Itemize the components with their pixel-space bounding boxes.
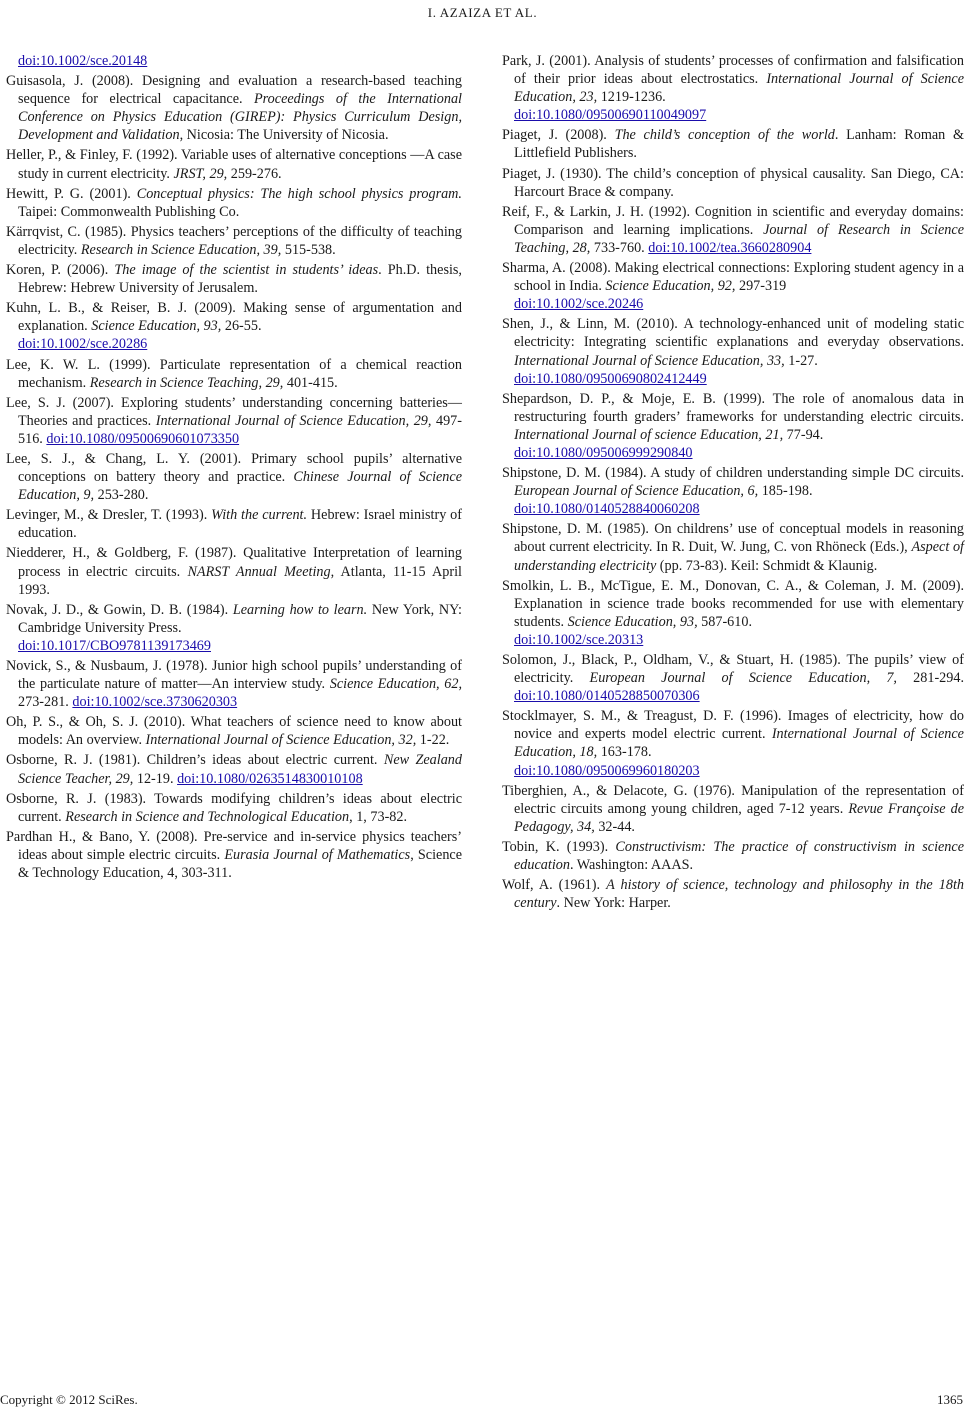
reference-entry	[6, 544, 462, 598]
doi-link[interactable]: doi:10.1002/sce.20286	[18, 336, 148, 353]
reference-text: Levinger, M., & Dresler, T. (1993).	[6, 507, 212, 524]
reference-text: Sharma, A. (2008). Making electrical connections: Exploring student agency in a school in India.	[502, 260, 964, 295]
copyright-notice: Copyright © 2012 SciRes.	[0, 1392, 138, 1407]
reference-details: 281-294.	[896, 670, 965, 687]
doi-link[interactable]: doi:10.1002/sce.20148	[18, 53, 148, 69]
reference-details: 253-280.	[94, 487, 149, 504]
reference-details: 515-538.	[281, 241, 336, 258]
reference-text: Wolf, A. (1961).	[502, 877, 607, 894]
running-head: I. AZAIZA ET AL.	[427, 5, 538, 20]
reference-text: Lee, K. W. L. (1999). Particulate representation of a chemical reaction mechanism.	[6, 356, 462, 391]
reference-details: 259-276.	[227, 165, 282, 182]
reference-text: Lee, S. J., & Chang, L. Y. (2001). Primary school pupils’ alternative conceptions on battery theory and practice.	[6, 450, 462, 486]
reference-text: Smolkin, L. B., McTigue, E. M., Donovan, C. A., & Coleman, J. M. (2009). Explanation in science trade books recommended for use with elementary students.	[502, 577, 964, 630]
reference-entry	[502, 782, 964, 836]
reference-details: Hebrew: Israel ministry of education.	[18, 507, 462, 542]
reference-details: 1-22.	[416, 732, 450, 749]
reference-entry	[502, 52, 964, 124]
reference-text: Niedderer, H., & Goldberg, F. (1987). Qualitative Interpretation of learning process in electric circuits.	[6, 545, 462, 580]
reference-source: Learning how to learn.	[232, 601, 368, 618]
reference-details: 401-415.	[283, 374, 338, 391]
doi-link[interactable]: doi:10.1080/09500690802412449	[514, 370, 707, 387]
reference-text: Park, J. (2001). Analysis of students’ processes of confirmation and falsification of their prior ideas about electrostatics.	[502, 53, 964, 88]
reference-entry	[6, 261, 462, 297]
doi-link[interactable]: doi:10.1002/tea.3660280904	[648, 239, 812, 256]
reference-text: Koren, P. (2006).	[6, 262, 115, 279]
reference-details: 163-178.	[597, 744, 652, 761]
reference-text: Shepardson, D. P., & Moje, E. B. (1999). The role of anomalous data in restructuring fourth graders’ frameworks for understanding electric circuits.	[502, 390, 964, 425]
reference-entry	[502, 259, 964, 313]
reference-details: . Washington: AAAS.	[569, 857, 694, 874]
reference-text: Solomon, J., Black, P., Oldham, V., & Stuart, H. (1985). The pupils’ view of electricity.	[502, 652, 964, 687]
lead-doi-row	[6, 52, 462, 70]
reference-details: 77-94.	[783, 426, 824, 443]
reference-source: Science Education, 92,	[605, 278, 736, 295]
reference-source: Science Education, 93,	[567, 613, 698, 630]
doi-link[interactable]: doi:10.1080/09500690110049097	[514, 107, 707, 124]
doi-link[interactable]: doi:10.1080/0140528840060208	[514, 501, 700, 518]
reference-entry	[502, 203, 964, 257]
reference-source: The image of the scientist in students’ ideas	[114, 262, 379, 279]
reference-details: , Science & Technology Education, 4, 303-311.	[18, 846, 463, 882]
reference-text: Oh, P. S., & Oh, S. J. (2010). What teachers of science need to know about models: An overview.	[6, 714, 462, 749]
reference-entry	[502, 577, 964, 649]
reference-source: With the current.	[211, 507, 308, 524]
doi-link[interactable]: doi:10.1002/sce.20313	[514, 631, 644, 648]
reference-source: Research in Science Teaching, 29,	[89, 374, 284, 391]
reference-entry	[6, 223, 462, 259]
doi-link[interactable]: doi:10.1002/sce.3730620303	[72, 694, 238, 711]
reference-text: Piaget, J. (2008).	[502, 127, 615, 144]
reference-text: Tiberghien, A., & Delacote, G. (1976). Manipulation of the representation of electric circuits among young children, aged 7-12 years.	[502, 782, 964, 817]
reference-entry	[6, 657, 462, 711]
reference-source: NARST Annual Meeting	[187, 563, 331, 580]
reference-source: Constructivism: The practice of constructivism in science education	[514, 838, 964, 874]
doi-link[interactable]: doi:10.1080/09500690601073350	[46, 430, 240, 447]
reference-text: Osborne, R. J. (1981). Children’s ideas about electric current.	[6, 752, 384, 769]
reference-text: Osborne, R. J. (1983). Towards modifying children’s ideas about electric current.	[6, 790, 462, 825]
page-number: 1365	[937, 1392, 963, 1407]
reference-entry	[502, 165, 964, 201]
reference-details: New York, NY: Cambridge University Press.	[18, 601, 462, 636]
reference-details: , Atlanta, 11-15 April 1993.	[18, 563, 462, 598]
references-left-column	[6, 52, 462, 884]
reference-source: Chinese Journal of Science Education, 9,	[18, 469, 462, 504]
reference-entry	[502, 315, 964, 387]
reference-details: Taipei: Commonwealth Publishing Co.	[18, 203, 240, 220]
doi-link[interactable]: doi:10.1080/0140528850070306	[514, 688, 700, 705]
reference-details: 1219-1236.	[597, 89, 666, 106]
reference-details: 32-44.	[594, 818, 635, 835]
reference-details: . New York: Harper.	[556, 895, 671, 912]
reference-text: Novick, S., & Nusbaum, J. (1978). Junior high school pupils’ understanding of the particulate nature of matter—An interview study.	[6, 658, 462, 693]
reference-text: Heller, P., & Finley, F. (1992). Variable uses of alternative conceptions —A case study in current electricity.	[6, 147, 462, 182]
reference-entry	[6, 751, 462, 787]
reference-text: Shen, J., & Linn, M. (2010). A technology-enhanced unit of modeling static electricity: Integrating scientific explanations and everyday observations.	[502, 316, 964, 351]
reference-text: Lee, S. J. (2007). Exploring students’ understanding concerning batteries—Theories and practices.	[6, 394, 462, 429]
doi-link[interactable]: doi:10.1080/095006999290840	[514, 444, 693, 461]
reference-entry	[502, 464, 964, 518]
reference-source: International Journal of Science Education, 23,	[514, 71, 964, 106]
reference-entry	[502, 707, 964, 779]
reference-entry	[6, 356, 462, 392]
reference-entry	[6, 146, 462, 182]
reference-entry	[6, 601, 462, 655]
reference-source: European Journal of Science Education, 7,	[589, 670, 897, 687]
doi-link[interactable]: doi:10.1002/sce.20246	[514, 296, 644, 313]
doi-link[interactable]: doi:10.1080/0950069960180203	[514, 762, 700, 779]
reference-source: Science Education, 93,	[91, 318, 222, 335]
reference-details: (pp. 73-83). Keil: Schmidt & Klaunig.	[656, 557, 878, 574]
reference-source: Science Education, 62,	[329, 676, 462, 693]
reference-entry	[502, 876, 964, 912]
reference-text: Stocklmayer, S. M., & Treagust, D. F. (1996). Images of electricity, how do novice and experts model electric current.	[502, 708, 964, 743]
reference-details: , Nicosia: The University of Nicosia.	[179, 127, 389, 144]
reference-details: 26-55.	[221, 318, 262, 335]
reference-details: , 1, 73-82.	[349, 808, 408, 825]
reference-entry	[502, 651, 964, 705]
references-right-column	[502, 52, 964, 914]
reference-entry	[6, 713, 462, 749]
reference-text: Novak, J. D., & Gowin, D. B. (1984).	[6, 601, 233, 618]
reference-source: Revue Françoise de Pedagogy, 34,	[514, 800, 964, 835]
reference-source: The child’s conception of the world	[614, 127, 835, 144]
reference-entry	[6, 828, 462, 882]
reference-source: International Journal of Science Education, 18,	[514, 726, 964, 761]
reference-text: Tobin, K. (1993).	[502, 838, 616, 855]
reference-source: Proceedings of the International Conference on Physics Education (GIREP): Physics Curriculum Design, Development and Validation	[18, 91, 462, 144]
reference-details: 12-19.	[133, 770, 178, 787]
reference-text: Guisasola, J. (2008). Designing and evaluation a research-based teaching sequence for electrical capacitance.	[6, 73, 462, 108]
reference-text: Hewitt, P. G. (2001).	[6, 185, 137, 202]
reference-entry	[6, 72, 462, 144]
reference-details: . Lanham: Roman & Littlefield Publishers.	[514, 127, 964, 162]
reference-text: Piaget, J. (1930). The child’s conception of physical causality. San Diego, CA: Harcourt Brace & company.	[502, 165, 964, 200]
reference-source: International Journal of science Education, 21,	[514, 426, 784, 443]
doi-link[interactable]: doi:10.1080/0263514830010108	[177, 770, 363, 787]
reference-source: International Journal of Science Education, 33,	[514, 352, 785, 369]
reference-entry	[502, 838, 964, 874]
reference-source: International Journal of Science Education, 29,	[155, 412, 432, 429]
reference-source: Aspect of understanding electricity	[514, 539, 965, 574]
reference-details: 1-27.	[784, 352, 818, 369]
reference-source: New Zealand Science Teacher, 29,	[18, 752, 462, 787]
reference-source: Eurasia Journal of Mathematics	[224, 846, 411, 863]
reference-source: European Journal of Science Education, 6,	[514, 483, 759, 500]
reference-entry	[6, 185, 462, 221]
reference-details: 297-319	[735, 278, 787, 295]
reference-text: Reif, F., & Larkin, J. H. (1992). Cognition in scientific and everyday domains: Comparison and learning implications.	[502, 203, 964, 238]
reference-entry	[502, 390, 964, 462]
reference-source: Research in Science Education, 39,	[80, 241, 282, 258]
doi-link[interactable]: doi:10.1017/CBO9781139173469	[18, 637, 211, 654]
reference-source: JRST, 29,	[173, 165, 228, 182]
reference-entry	[6, 299, 462, 353]
reference-source: International Journal of Science Education, 32,	[145, 732, 417, 749]
reference-details: 185-198.	[758, 483, 813, 500]
reference-entry	[502, 126, 964, 162]
reference-entry	[6, 790, 462, 826]
reference-details: 733-760.	[590, 239, 649, 256]
reference-source: Conceptual physics: The high school physics program.	[136, 185, 462, 202]
reference-source: Journal of Research in Science Teaching, 28,	[514, 221, 964, 256]
reference-text: Kuhn, L. B., & Reiser, B. J. (2009). Making sense of argumentation and explanation.	[6, 300, 462, 335]
reference-details: . Ph.D. thesis, Hebrew: Hebrew University of Jerusalem.	[18, 262, 462, 297]
reference-text: Pardhan H., & Bano, Y. (2008). Pre-service and in-service physics teachers’ ideas about simple electric circuits.	[6, 828, 462, 863]
reference-text: Shipstone, D. M. (1985). On childrens’ use of conceptual models in reasoning about current electricity. In R. Duit, W. Jung, C. von Rhöneck (Eds.),	[502, 521, 964, 556]
reference-source: Research in Science and Technological Education	[65, 808, 350, 825]
reference-source: A history of science, technology and philosophy in the 18th century	[514, 877, 964, 912]
reference-entry	[502, 520, 964, 574]
reference-text: Shipstone, D. M. (1984). A study of children understanding simple DC circuits.	[502, 465, 964, 482]
reference-details: 497-516.	[18, 412, 462, 447]
reference-entry	[6, 506, 462, 542]
reference-entry	[6, 394, 462, 448]
reference-text: Kärrqvist, C. (1985). Physics teachers’ perceptions of the difficulty of teaching electricity.	[6, 223, 462, 258]
reference-details: 273-281.	[18, 694, 73, 711]
reference-entry	[6, 450, 462, 504]
reference-details: 587-610.	[697, 613, 753, 630]
